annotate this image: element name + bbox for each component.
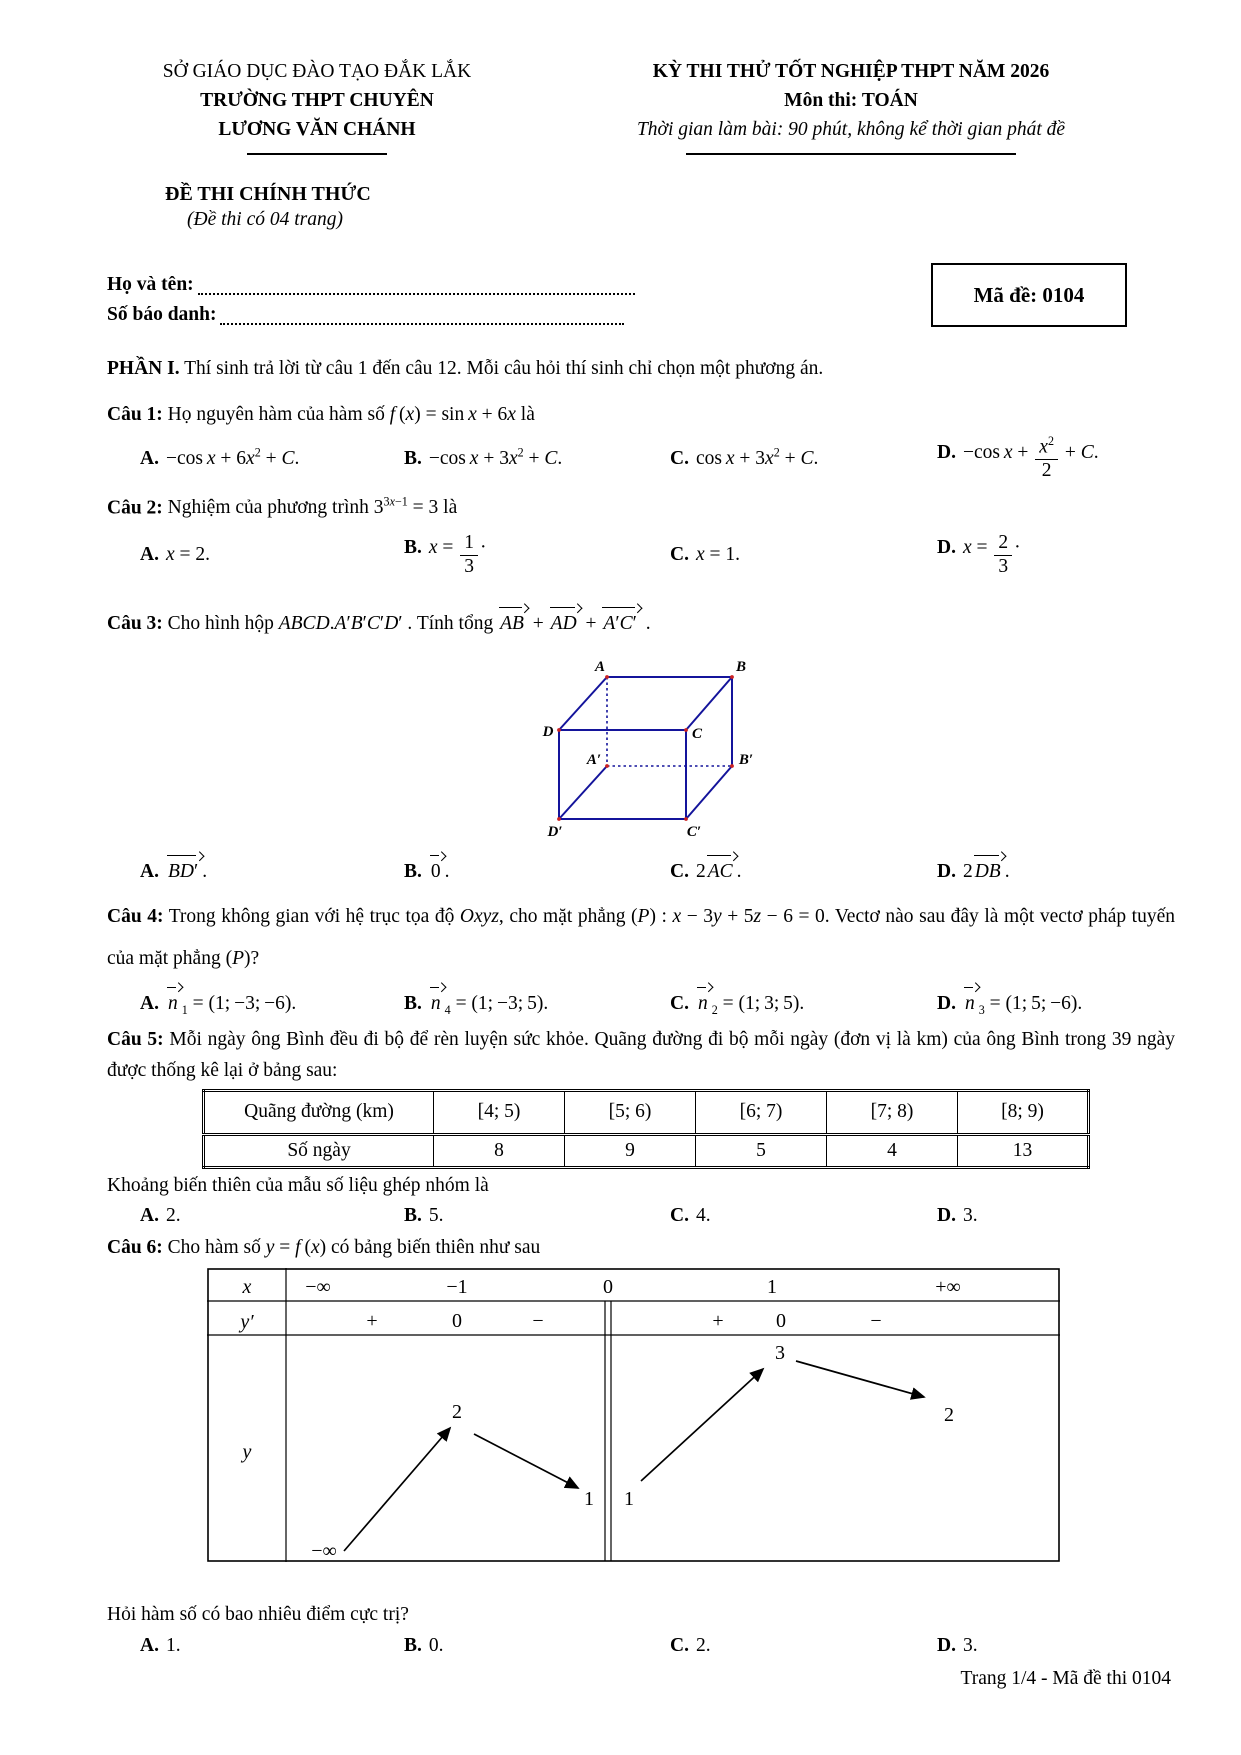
col-header-1: [4; 5) [434, 1090, 565, 1134]
option-a: A. BD′ . [140, 854, 404, 886]
part1-instruction [107, 356, 1175, 383]
option-a: A. −cos $x + 6x^2 + C$. [140, 445, 300, 469]
question-3-number: Câu 3: [107, 613, 163, 635]
header-left [107, 57, 527, 155]
question-5-prompt: Khoảng biến thiên của mẫu số liệu ghép nhóm là [107, 1174, 489, 1196]
name-input-line [198, 293, 635, 295]
local-max-2: 2 [452, 1400, 462, 1423]
col-header-2: [5; 6) [565, 1090, 696, 1134]
right-divider [686, 153, 1016, 155]
part1-text: Thí sinh trả lời từ câu 1 đến câu 12. Mỗi câu hỏi thí sinh chỉ chọn một phương án. [184, 358, 824, 379]
limit-neg-infinity: −∞ [311, 1539, 337, 1562]
question-6-options [107, 1633, 1175, 1660]
vertex-label-A: A [594, 659, 606, 676]
variation-table [207, 1268, 1060, 1562]
svg-text:−: − [870, 1309, 882, 1332]
question-2-options [107, 524, 1175, 586]
id-label: Số báo danh: [107, 304, 217, 326]
question-5-stem: Mỗi ngày ông Bình đều đi bộ để rèn luyện sức khỏe. Quãng đường đi bộ mỗi ngày (đơn vị là km) của ông Bình trong 39 ngày được thống kê lại ở bảng sau: [107, 1028, 1176, 1081]
svg-text:+∞: +∞ [935, 1275, 961, 1298]
col-header-distance: Quãng đường (km) [204, 1090, 434, 1134]
name-label: Họ và tên: [107, 274, 194, 296]
question-6-stem: Cho hàm số y = f (x) có bảng biến thiên như sau [167, 1236, 541, 1258]
arrow-up-1 [344, 1428, 450, 1551]
option-a: A. 2. [140, 1204, 181, 1226]
option-d: D. 3. [937, 1204, 978, 1226]
question-6-number: Câu 6: [107, 1236, 163, 1258]
table-data-row [204, 1134, 1089, 1167]
option-d: D. 3. [937, 1634, 978, 1656]
part1-label: PHẦN I. [107, 358, 180, 379]
question-1 [107, 402, 1175, 429]
question-5 [107, 1024, 1175, 1086]
vertex-label-B-prime: B′ [738, 752, 754, 769]
col-header-3: [6; 7) [696, 1090, 827, 1134]
question-1-options [107, 435, 1175, 481]
table-header-row [204, 1090, 1089, 1134]
svg-text:+: + [712, 1309, 724, 1332]
question-3 [107, 606, 1175, 638]
option-c: C. 4. [670, 1204, 711, 1226]
option-b: B. 0. [404, 1634, 444, 1656]
col-header-5: [8; 9) [958, 1090, 1089, 1134]
cell-3: 5 [696, 1134, 827, 1167]
option-d: D. n $_3$ = (1; 5; −6). [937, 986, 1175, 1019]
svg-text:−: − [532, 1309, 544, 1332]
page-count-note: (Đề thi có 04 trang) [187, 209, 343, 230]
svg-text:0: 0 [452, 1309, 462, 1332]
vertex-label-A-prime: A′ [586, 752, 602, 769]
question-5-options [107, 1203, 1175, 1230]
svg-text:1: 1 [767, 1275, 777, 1298]
question-5-number: Câu 5: [107, 1028, 164, 1050]
cell-1: 8 [434, 1134, 565, 1167]
option-a: A. 1. [140, 1634, 181, 1656]
row-label-y-prime: y′ [240, 1310, 254, 1333]
left-divider [247, 153, 387, 155]
cell-2: 9 [565, 1134, 696, 1167]
vertex-label-C-prime: C′ [686, 824, 702, 839]
svg-text:+: + [366, 1309, 378, 1332]
question-2 [107, 494, 1175, 522]
row-label-y: y [242, 1440, 252, 1463]
box-figure [537, 656, 763, 838]
local-max-3: 3 [775, 1341, 785, 1364]
option-c: C. $\cos x + 3x^2 + C$. [670, 445, 819, 469]
left-limit-1: 1 [584, 1487, 594, 1510]
header [107, 57, 1175, 155]
question-4-options [107, 984, 1175, 1020]
question-3-stem: Cho hình hộp ABCD.A′B′C′D′ . Tính tổng AB + AD + A′C′ . [168, 613, 651, 634]
exam-title: KỲ THI THỬ TỐT NGHIỆP THPT NĂM 2026 [652, 61, 1050, 82]
limit-2: 2 [944, 1403, 954, 1426]
question-5-table [202, 1089, 1090, 1169]
question-6-prompt: Hỏi hàm số có bao nhiêu điểm cực trị? [107, 1603, 409, 1625]
svg-text:0: 0 [603, 1275, 613, 1298]
question-3-options [107, 854, 1175, 886]
question-1-number: Câu 1: [107, 404, 163, 426]
id-input-line [220, 323, 624, 325]
page-footer: Trang 1/4 - Mã đề thi 0104 [960, 1668, 1171, 1689]
svg-text:−1: −1 [446, 1275, 468, 1298]
arrow-down-1 [474, 1434, 578, 1488]
question-4 [107, 896, 1175, 980]
option-b: B. −cos $x + 3x^2 + C$. [404, 445, 563, 469]
header-right [527, 57, 1175, 155]
vertex-label-D-prime: D′ [547, 824, 563, 839]
department-name: SỞ GIÁO DỤC ĐÀO TẠO ĐẮK LẮK [162, 61, 472, 82]
arrow-down-2 [796, 1361, 924, 1397]
question-2-stem: Nghiệm của phương trình $3^{3x-1} = 3$ là [167, 494, 458, 519]
option-b: B. n $_4$ = (1; −3; 5). [404, 986, 670, 1019]
option-c: C. n $_2$ = (1; 3; 5). [670, 986, 937, 1019]
option-d: D. 2 DB . [937, 854, 1175, 886]
question-2-number: Câu 2: [107, 497, 163, 519]
col-header-4: [7; 8) [827, 1090, 958, 1134]
vertex-label-D: D [542, 724, 554, 741]
vertex-label-B: B [735, 659, 747, 676]
question-6 [107, 1235, 1175, 1262]
svg-text:−∞: −∞ [305, 1275, 331, 1298]
option-a: A. n $_1$ = (1; −3; −6). [140, 986, 404, 1019]
exam-duration: Thời gian làm bài: 90 phút, không kể thời gian phát đề [636, 119, 1066, 140]
question-4-stem: Trong không gian với hệ trục tọa độ Oxyz, cho mặt phẳng (P) : x − 3y + 5z − 6 = 0. Vectơ nào sau đây là một vectơ pháp tuyến của mặt phẳng (P)? [107, 905, 1175, 969]
option-b: B. x = $\frac{1}{3}$ · [404, 532, 487, 577]
official-exam-label: ĐỀ THI CHÍNH THỨC [165, 183, 371, 205]
option-d: D. −cos x + $\frac{x^2}{2}$ + C. [937, 434, 1099, 482]
school-name-1: TRƯỜNG THPT CHUYÊN [200, 90, 434, 111]
school-name-2: LƯƠNG VĂN CHÁNH [218, 119, 416, 140]
row-label-x: x [242, 1275, 252, 1298]
svg-text:0: 0 [776, 1309, 786, 1332]
right-limit-1: 1 [624, 1487, 634, 1510]
row-header-days: Số ngày [204, 1134, 434, 1167]
option-c: C. 2 AC . [670, 854, 937, 886]
option-b: B. 0 . [404, 854, 670, 886]
exam-subject: Môn thi: TOÁN [784, 90, 918, 111]
option-c: C. 2. [670, 1634, 711, 1656]
vertex-label-C: C [691, 726, 703, 743]
question-4-number: Câu 4: [107, 905, 164, 927]
exam-code-box: Mã đề: 0104 [931, 263, 1127, 327]
question-1-stem: Họ nguyên hàm của hàm số f (x) = sin x + 6x là [167, 404, 535, 426]
option-b: B. 5. [404, 1204, 444, 1226]
option-a: A. x = 2. [140, 543, 210, 565]
option-d: D. x = $\frac{2}{3}$ · [937, 532, 1021, 577]
candidate-block [107, 269, 1175, 329]
cell-5: 13 [958, 1134, 1089, 1167]
cell-4: 4 [827, 1134, 958, 1167]
option-c: C. x = 1. [670, 543, 740, 565]
arrow-up-2 [641, 1369, 763, 1481]
